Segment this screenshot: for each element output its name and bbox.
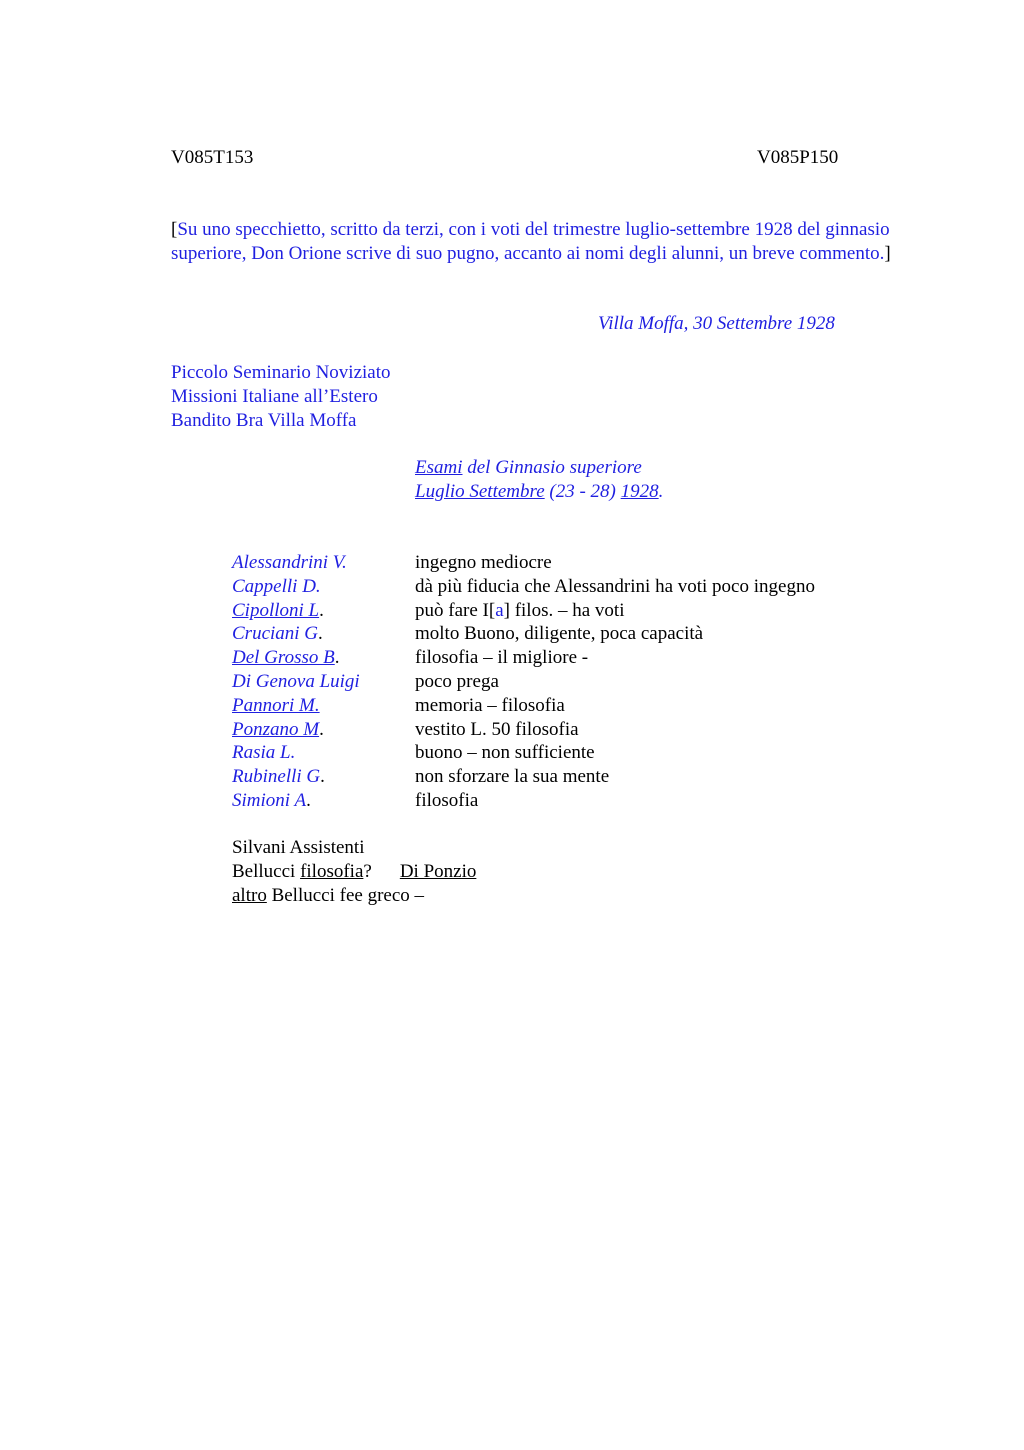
student-name-cell <box>232 741 415 765</box>
table-row <box>232 622 815 646</box>
student-comment: vestito L. 50 filosofia <box>415 718 579 740</box>
student-comment: memoria – filosofia <box>415 694 565 716</box>
student-name-cell <box>232 575 415 599</box>
footer-question: ? <box>363 861 372 882</box>
student-comment: poco prega <box>415 670 499 692</box>
exam-title-end: . <box>658 481 664 502</box>
student-comment: ingegno mediocre <box>415 552 552 573</box>
exam-title <box>415 456 663 504</box>
table-row <box>232 765 815 789</box>
exam-title-esami: Esami <box>415 457 463 478</box>
student-name: Del Grosso B <box>232 647 335 669</box>
student-name-cell <box>232 789 415 813</box>
student-comment: dà più fiducia che Alessandrini ha voti poco ingegno <box>415 575 815 597</box>
student-name-cell <box>232 622 415 646</box>
footer-notes <box>232 836 476 908</box>
student-name: Rasia L. <box>232 742 296 764</box>
student-name: Pannori M. <box>232 694 320 716</box>
exam-title-line-2 <box>415 480 663 504</box>
place-date: Villa Moffa, 30 Settembre 1928 <box>598 313 835 334</box>
table-row <box>232 670 815 694</box>
student-name-suffix: . <box>320 766 325 788</box>
student-name: Cruciani G <box>232 623 319 645</box>
document-code-left: V085T153 <box>171 147 254 168</box>
student-comment <box>415 599 815 623</box>
student-name: Cappelli D. <box>232 575 321 597</box>
table-row <box>232 718 815 742</box>
student-comment: filosofia – il migliore - <box>415 647 589 669</box>
student-comment: filosofia <box>415 789 479 811</box>
exam-title-year: 1928 <box>620 481 659 502</box>
student-comment: molto Buono, diligente, poca capacità <box>415 623 704 645</box>
student-name-cell <box>232 599 415 623</box>
student-name-cell <box>232 765 415 789</box>
footer-altro: altro <box>232 885 267 906</box>
institution-line-1: Piccolo Seminario Noviziato <box>171 362 391 383</box>
student-name-suffix: . <box>319 599 324 621</box>
table-row <box>232 551 815 575</box>
intro-text: Su uno specchietto, scritto da terzi, con i voti del trimestre luglio-settembre 1928 del ginnasio superiore, Don Orione scrive di suo pugno, accanto ai nomi degli alunni, un breve commento. <box>171 219 890 264</box>
student-name-cell <box>232 694 415 718</box>
footer-bellucci-greco: Bellucci fee greco – <box>266 885 425 906</box>
exam-title-line-1 <box>415 456 663 480</box>
footer-line-3 <box>232 884 476 908</box>
student-name: Simioni A <box>232 789 307 811</box>
student-name-suffix: . <box>334 647 340 669</box>
exam-title-rest: del Ginnasio superiore <box>462 457 642 478</box>
intro-open-bracket: [ <box>171 219 178 240</box>
student-name: Di Genova Luigi <box>232 670 360 692</box>
table-row <box>232 599 815 623</box>
table-row <box>232 741 815 765</box>
student-name-cell <box>232 670 415 694</box>
institution-block <box>171 361 391 433</box>
footer-di-ponzio: Di Ponzio <box>399 861 477 882</box>
exam-title-days: (23 - 28) <box>544 481 621 502</box>
student-name-cell <box>232 646 415 670</box>
comment-editorial-insert: a <box>495 599 504 621</box>
institution-line-2: Missioni Italiane all’Estero <box>171 386 378 407</box>
comment-part: ] filos. – ha voti <box>503 599 625 621</box>
table-row <box>232 575 815 599</box>
document-code-right: V085P150 <box>757 147 839 168</box>
footer-filosofia: filosofia <box>300 861 364 882</box>
student-name-suffix: . <box>319 718 324 740</box>
exam-title-months: Luglio Settembre <box>415 481 545 502</box>
student-name: Ponzano M <box>232 718 320 740</box>
table-row <box>232 694 815 718</box>
student-name-suffix: . <box>306 789 311 811</box>
student-name-cell <box>232 551 415 575</box>
student-comment: buono – non sufficiente <box>415 742 595 764</box>
institution-line-3: Bandito Bra Villa Moffa <box>171 410 357 431</box>
student-name: Alessandrini V. <box>232 552 347 573</box>
student-name-suffix: . <box>318 623 323 645</box>
table-row <box>232 646 815 670</box>
student-name: Rubinelli G <box>232 766 321 788</box>
student-comment: non sforzare la sua mente <box>415 766 610 788</box>
student-name: Cipolloni L <box>232 599 320 621</box>
footer-line-2 <box>232 860 476 884</box>
footer-line-1: Silvani Assistenti <box>232 837 365 858</box>
comment-part: può fare I[ <box>415 599 496 621</box>
intro-close-bracket: ] <box>884 243 891 264</box>
table-row <box>232 789 815 813</box>
editorial-intro <box>171 218 941 266</box>
student-name-cell <box>232 718 415 742</box>
students-table <box>232 551 815 813</box>
footer-bellucci: Bellucci <box>232 861 301 882</box>
